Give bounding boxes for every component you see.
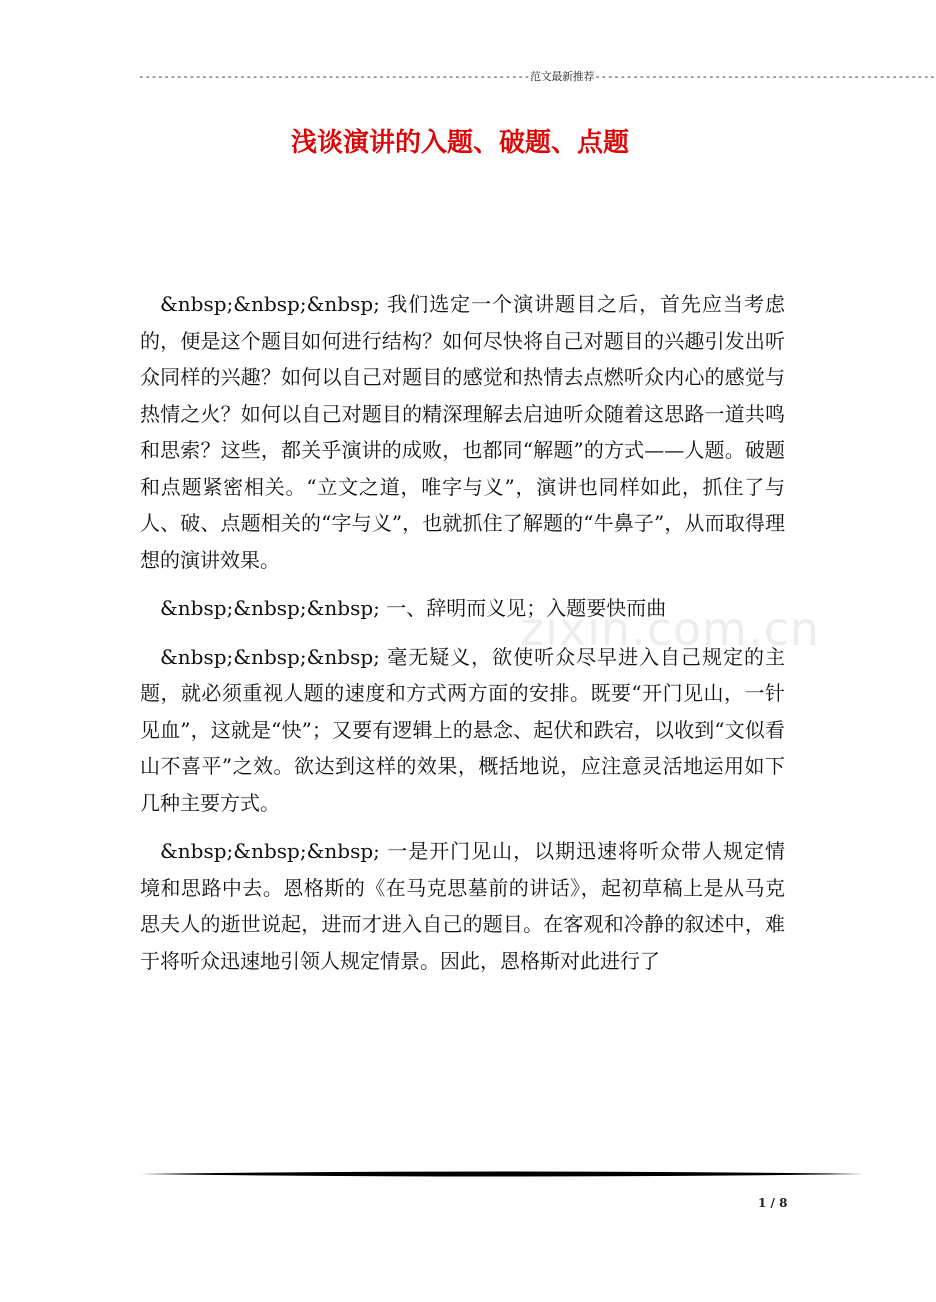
paragraph-2: &nbsp;&nbsp;&nbsp; 一、辞明而义见；入题要快而曲 <box>160 596 667 620</box>
document-title: 浅谈演讲的入题、破题、点题 <box>290 128 629 158</box>
header-banner: --------------------------------------------------------------范文最新推荐------------------------------------------------------ <box>138 70 936 83</box>
footer-divider <box>140 1170 864 1178</box>
watermark: zixin.com.cn <box>520 602 821 656</box>
page-number: 1 / 8 <box>758 1196 788 1210</box>
paragraph-3: &nbsp;&nbsp;&nbsp; 毫无疑义，欲使听众尽早进入自己规定的主题，就必须重视人题的速度和方式两方面的安排。既要“开门见山，一针见血”，这就是“快”；又要有逻辑上的悬念、起伏和跌宕，以收到“文似看山不喜平”之效。欲达到这样的效果，概括地说，应注意灵活地运用如下几种主要方式。 <box>140 644 785 815</box>
paragraph-4: &nbsp;&nbsp;&nbsp; 一是开门见山，以期迅速将听众带人规定情境和思路中去。恩格斯的《在马克思墓前的讲话》，起初草稿上是从马克思夫人的逝世说起，进而才进入自己的题目。在客观和冷静的叙述中，难于将听众迅速地引领人规定情景。因此，恩格斯对此进行了 <box>140 839 785 973</box>
paragraph-1: &nbsp;&nbsp;&nbsp; 我们选定一个演讲题目之后，首先应当考虑的，便是这个题目如何进行结构？如何尽快将自己对题目的兴趣引发出听众同样的兴趣？如何以自己对题目的感觉和热情去点燃听众内心的感觉与热情之火？如何以自己对题目的精深理解去启迪听众随着这思路一道共鸣和思索？这些，都关乎演讲的成败，也都同“解题”的方式——人题。破题和点题紧密相关。“立文之道，唯字与义”，演讲也同样如此，抓住了与人、破、点题相关的“字与义”，也就抓住了解题的“牛鼻子”，从而取得理想的演讲效果。 <box>140 292 785 572</box>
